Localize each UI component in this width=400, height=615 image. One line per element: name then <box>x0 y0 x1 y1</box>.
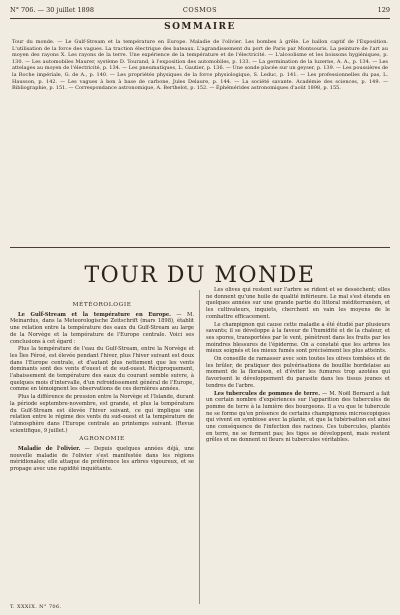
page-footer: T. XXXIX. N° 706. <box>10 604 62 610</box>
article-paragraph: Les olives qui restent sur l'arbre se rident et se dessèchent; elles ne donnent qu'une huile de qualité inférieure. Le mal s'est étendu en quelques années sur une grande partie du littoral méditerranéen, et les cultivateurs, inquiets, cherchent en vain les moyens de le combattre efficacement. <box>206 287 390 320</box>
sommaire-text: Tour du monde. — Le Gulf-Stream et la température en Europe. Maladie de l'olivier. Les bombes à grêle. Le ballon captif de l'Exposition. L'utilisation de la force des vagues. La traction électrique des bateaux. L'agrandissement du port de Paris par Montsouris. La peinture de l'art au moyen des rayons X. Les rayons de la terre. Une expérience de la température et de l'électricité. — L'alcoolisme et les boissons hygiéniques, p. 130. — Les automobiles Maurer, système D. Tourand, à l'exposition des automobiles, p. 133. — La germination de la luzerne, A. A., p. 134. — Les attelages au moyen de l'électricité, p. 134. — Les pneumatiques, L. Gautier, p. 136. — Une sonde placée sur un geyser, p. 139. — Les poussières de la Roche impériale, G. de A., p. 140. — Les propriétés physiques de la force physiologique, S. Leduc, p. 141. — Les professionnelles du pas, L. Hausson, p. 142. — Les vagues à bon à base de carbone, Jules Delaure, p. 144. — La société savante. Académie des sciences, p. 149. — Bibliographie, p. 151. — Correspondance astronomique, A. Berthelot, p. 152. — Éphémérides astronomiques d'août 1898, p. 155. <box>12 39 388 92</box>
left-column <box>10 300 194 605</box>
article-lead: Le Gulf-Stream et la température en Europe. <box>18 311 171 318</box>
running-header <box>10 4 390 17</box>
sommaire-rule <box>10 247 390 248</box>
article-paragraph <box>206 391 390 445</box>
sommaire-title: SOMMAIRE <box>164 22 236 32</box>
article-paragraph: Plus la température de l'eau du Gulf-Stream, entre la Norvège et les Îles Féroé, est élevée pendant l'hiver, plus l'hiver suivant est doux dans l'Europe centrale, et d'autant plus nettement que les vents dominants sont des vents d'ouest et de sud-ouest. Réciproquement, l'abaissement de température des eaux du courant semble suivre, à quelques mois d'intervalle, d'un refroidissement général de l'Europe, comme en témoignent les observations de ces dernières années. <box>10 346 194 393</box>
article-paragraph: On conseille de ramasser avec soin toutes les olives tombées et de les brûler, de pratiquer des pulvérisations de bouillie bordelaise au moment de la floraison, et d'éviter les fumures trop azotées qui favorisent le développement du parasite dans les tissus jeunes et tendres de l'arbre. <box>206 356 390 389</box>
section-title: TOUR DU MONDE <box>84 263 316 288</box>
article-paragraph: Plus la différence de pression entre la Norvège et l'Islande, durant la période septembre-novembre, est grande, et plus la température du Gulf-Stream est élevée l'hiver suivant, ce qui implique une relation entre le régime des vents du sud-ouest et la température de l'atmosphère dans l'Europe centrale au printemps suivant. (Revue scientifique, 9 juillet.) <box>10 394 194 434</box>
article-text: — Depuis quelques années déjà, une nouvelle maladie de l'olivier s'est manifestée dans les régions méridionales; elle attaque de préférence les arbres vigoureux, et se propage avec une rapidité inquiétante. <box>10 446 194 473</box>
article-lead: Maladie de l'olivier. <box>18 446 81 453</box>
article-paragraph: Le champignon qui cause cette maladie a été étudié par plusieurs savants; il se développe à la faveur de l'humidité et de la chaleur, et ses spores, transportées par le vent, pénètrent dans les fruits par les moindres blessures de l'épiderme. On a constaté que les arbres les mieux soignés et les mieux fumés sont précisément les plus atteints. <box>206 321 390 355</box>
header-rule <box>10 18 390 19</box>
article-paragraph <box>10 312 194 346</box>
column-divider <box>199 290 200 604</box>
section-heading-agronomie: AGRONOMIE <box>79 436 125 443</box>
right-column <box>206 287 390 605</box>
article-text: — M. Meinardus, dans la Meteorologische Zeitschrift (mars 1898), établit une relation entre la température des eaux du Gulf-Stream au large de la Norvège et la température de l'Europe centrale. Voici ses conclusions à cet égard : <box>10 311 194 345</box>
article-text: — M. Noël Bernard a fait un certain nombre d'expériences sur l'apparition des tubercules de pomme de terre à la lumière des bourgeons. Il a vu que le tubercule ne se forme qu'en présence de certains champignons microscopiques qui vivent en symbiose avec la plante, et que la tubérisation est ainsi une conséquence de l'infection des racines. Ces tubercules, plantés en terre, ne se forment pas; les tiges se développent, mais restent grêles et ne donnent ni fleurs ni tubercules véritables. <box>206 390 390 444</box>
issue-number: N° 706. — 30 juillet 1898 <box>10 6 94 14</box>
journal-name: COSMOS <box>182 6 218 14</box>
article-paragraph <box>10 446 194 473</box>
page-number: 129 <box>377 6 390 14</box>
article-lead: Les tubercules de pommes de terre. <box>214 390 321 397</box>
section-heading-meteorologie: MÉTÉOROLOGIE <box>72 302 132 308</box>
